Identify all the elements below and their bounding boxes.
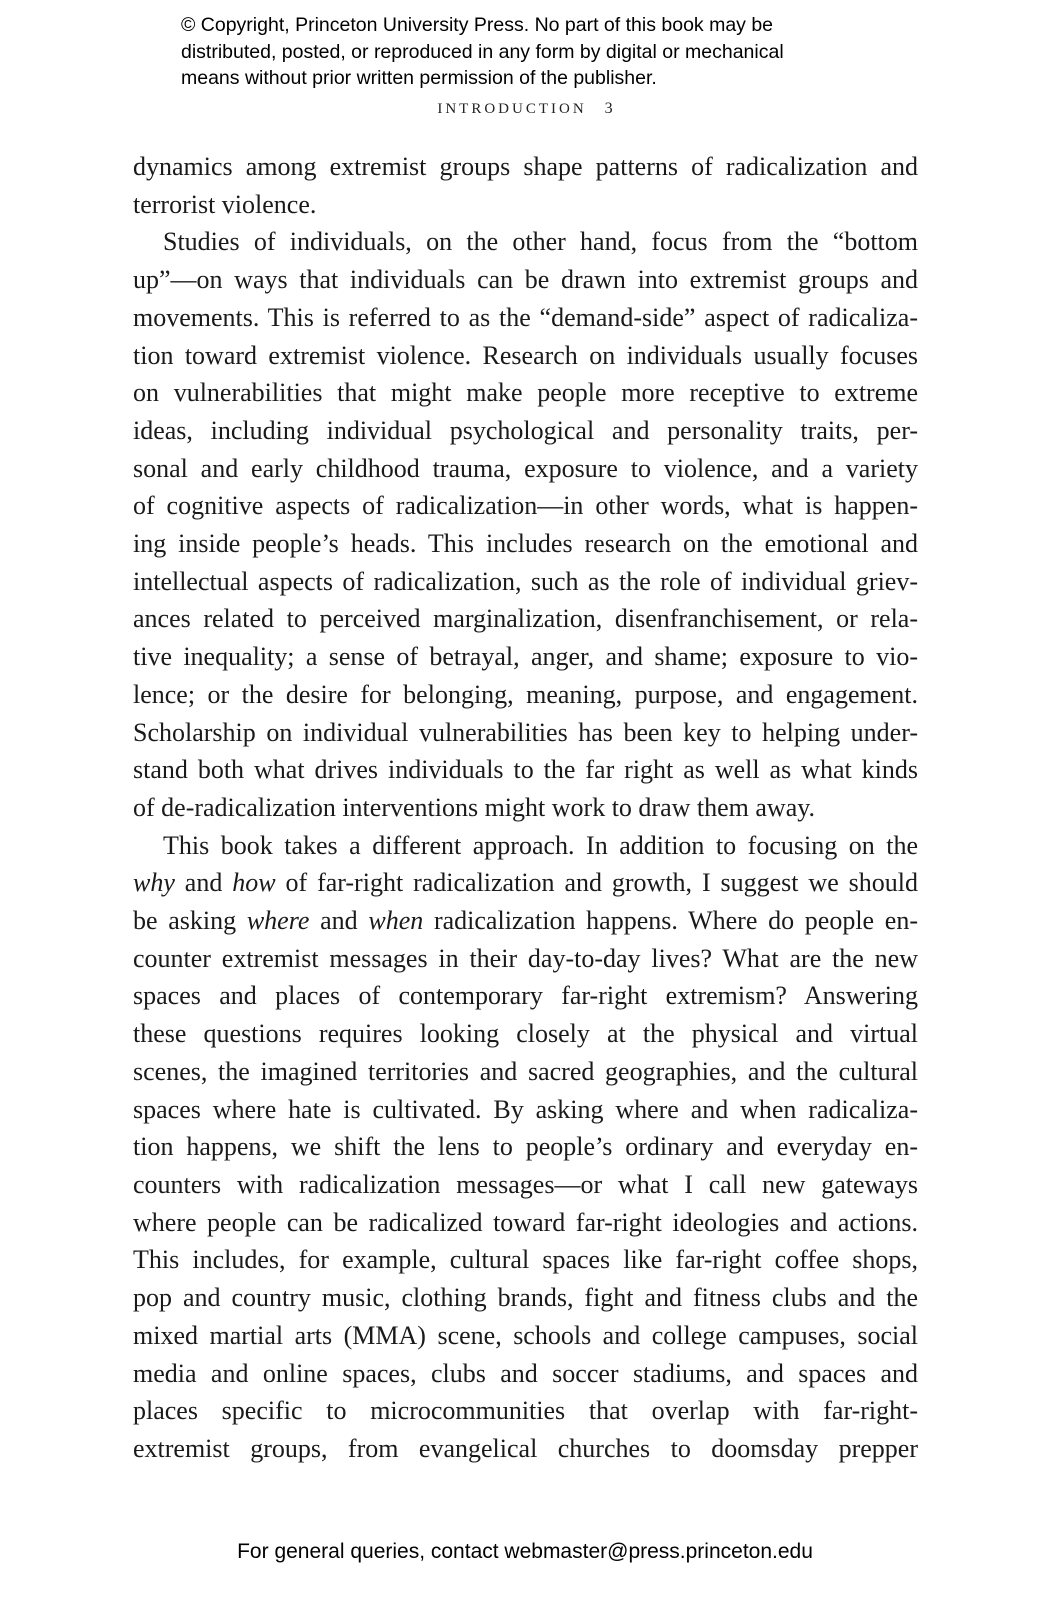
emphasis-word: why [133,868,175,898]
running-head [0,100,1050,118]
text-line: up”—on ways that individuals can be drawn into extremist groups and [133,265,918,295]
text-line: extremist groups, from evangelical churches to doomsday prepper [133,1433,918,1463]
page-number: 3 [604,100,613,117]
text-line: This includes, for example, cultural spaces like far-right coffee shops, [133,1245,918,1275]
copyright-line: © Copyright, Princeton University Press. No part of this book may be [181,14,774,36]
emphasis-word: when [368,906,424,936]
running-head-title: INTRODUCTION [437,101,587,117]
text-line: these questions requires looking closely at the physical and virtual [133,1019,918,1049]
text-line: ing inside people’s heads. This includes research on the emotional and [133,529,918,559]
text-line: intellectual aspects of radicalization, such as the role of individual griev- [133,566,918,596]
copyright-notice [181,12,941,92]
text-line: Studies of individuals, on the other hand, focus from the “bottom [163,227,918,257]
text-line: why and how of far-right radicalization and growth, I suggest we should [133,868,918,898]
text-line: spaces where hate is cultivated. By asking where and when radicaliza- [133,1094,918,1124]
text-line: Scholarship on individual vulnerabilities has been key to helping under- [133,717,918,747]
paragraph [133,148,918,223]
text-line: mixed martial arts (MMA) scene, schools and college campuses, social [133,1320,918,1350]
text-line: counter extremist messages in their day-to-day lives? What are the new [133,943,918,973]
text-line: tion toward extremist violence. Research on individuals usually focuses [133,340,918,370]
copyright-line: means without prior written permission of the publisher. [181,67,657,89]
body-text [133,148,918,1468]
text-line: dynamics among extremist groups shape patterns of radicalization and [133,152,918,181]
text-line: lence; or the desire for belonging, meaning, purpose, and engagement. [133,679,918,709]
text-line: ideas, including individual psychological and personality traits, per- [133,415,918,445]
text-line: This book takes a different approach. In addition to focusing on the [163,830,918,860]
text-line: places specific to microcommunities that overlap with far-right- [133,1396,918,1426]
text-line: be asking where and when radicalization happens. Where do people en- [133,906,918,936]
emphasis-word: how [232,868,276,898]
text-line: on vulnerabilities that might make people more receptive to extreme [133,378,918,408]
footer-contact: For general queries, contact webmaster@press.princeton.edu [237,1540,813,1563]
text-line: tive inequality; a sense of betrayal, anger, and shame; exposure to vio- [133,642,918,672]
text-line: media and online spaces, clubs and soccer stadiums, and spaces and [133,1358,918,1388]
text-line: of de-radicalization interventions might work to draw them away. [133,792,816,822]
text-line: spaces and places of contemporary far-right extremism? Answering [133,981,918,1011]
text-line: tion happens, we shift the lens to people’s ordinary and everyday en- [133,1132,918,1162]
text-line: sonal and early childhood trauma, exposure to violence, and a variety [133,453,918,483]
emphasis-word: where [246,906,310,936]
text-line: pop and country music, clothing brands, fight and fitness clubs and the [133,1283,918,1313]
paragraph [133,223,918,826]
paragraph [133,827,918,1468]
text-line: scenes, the imagined territories and sacred geographies, and the cultural [133,1056,918,1086]
text-line: counters with radicalization messages—or what I call new gateways [133,1169,918,1199]
text-line: ances related to perceived marginalization, disenfranchisement, or rela- [133,604,918,634]
text-line: where people can be radicalized toward far-right ideologies and actions. [133,1207,918,1237]
text-line: movements. This is referred to as the “demand-side” aspect of radicaliza- [133,302,918,332]
text-line: of cognitive aspects of radicalization—in other words, what is happen- [133,491,918,521]
text-line: terrorist violence. [133,189,317,219]
copyright-line: distributed, posted, or reproduced in any form by digital or mechanical [181,40,784,63]
text-line: stand both what drives individuals to the far right as well as what kinds [133,755,918,785]
